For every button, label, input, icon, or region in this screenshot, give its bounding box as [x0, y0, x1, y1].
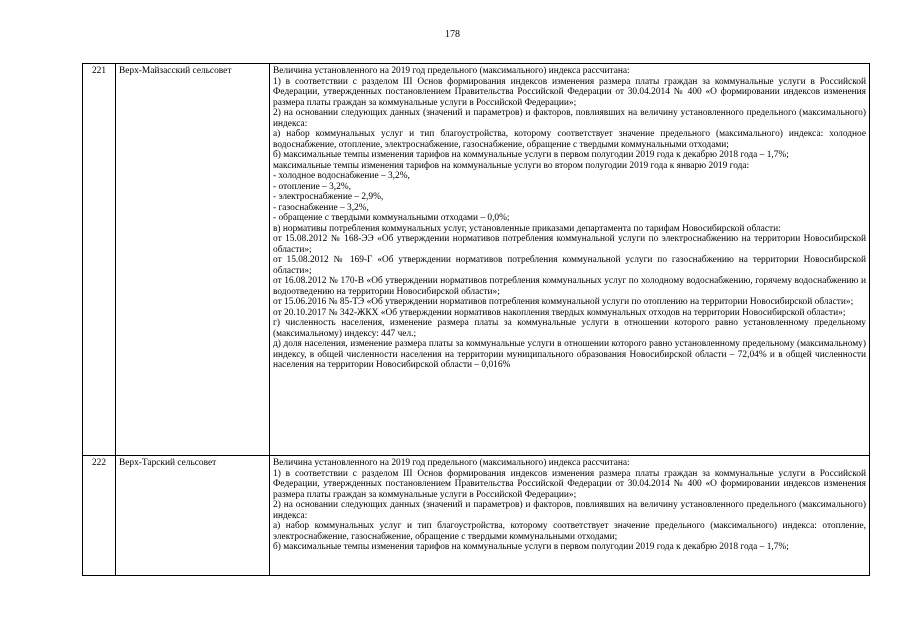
content-line: д) доля населения, изменение размера платы за коммунальные услуги в отношении которого равно установленному предельному (максимальному) индексу, в общей численности населения на территории муниципального образования Новосибирской области – 72,04% и в общей численности населения на территории Новосибирской области – 0,016%: [273, 339, 866, 370]
content-line: 1) в соответствии с разделом III Основ формирования индексов изменения размера платы граждан за коммунальные услуги в Российской Федерации, утвержденных постановлением Правительства Российской Федерации от 30.04.2014 № 400 «О формировании индексов изменения размера платы граждан за коммунальные услуги в Российской Федерации»;: [273, 468, 866, 500]
row-number: 221: [83, 64, 116, 456]
content-line: - обращение с твердыми коммунальными отходами – 0,0%;: [273, 213, 510, 223]
row-number: 222: [83, 456, 116, 576]
index-table: [82, 63, 870, 576]
content-line: г) численность населения, изменение размера платы за коммунальные услуги в отношении которого равно установленному предельному (максимальному) индексу: 447 чел.;: [273, 318, 866, 339]
content-line: Величина установленного на 2019 год предельного (максимального) индекса рассчитана:: [273, 458, 630, 468]
table-row: [83, 456, 870, 576]
content-line: а) набор коммунальных услуг и тип благоустройства, которому соответствует значение предельного (максимального) индекса: отопление, электроснабжение, газоснабжение, обращение с твердыми коммунальными отходами;: [273, 521, 866, 542]
content-line: б) максимальные темпы изменения тарифов на коммунальные услуги в первом полугодии 2019 года к декабрю 2018 года – 1,7%;: [273, 542, 789, 552]
content-line: а) набор коммунальных услуг и тип благоустройства, которому соответствует значение предельного (максимального) индекса: холодное водоснабжение, отопление, электроснабжение, газоснабжение, обращение с твердыми коммунальными отходами;: [273, 129, 866, 150]
content-line: - газоснабжение – 3,2%,: [273, 202, 369, 213]
page-number: 178: [445, 29, 460, 40]
content-line: максимальные темпы изменения тарифов на коммунальные услуги во втором полугодии 2019 года к январю 2019 года:: [273, 160, 750, 171]
content-line: от 20.10.2017 № 342-ЖКХ «Об утверждении нормативов накопления твердых коммунальных отходов на территории Новосибирской области»;: [273, 307, 846, 318]
municipality-name: Верх-Тарский сельсовет: [116, 456, 270, 576]
row-content: [270, 64, 870, 456]
content-line: 1) в соответствии с разделом III Основ формирования индексов изменения размера платы граждан за коммунальные услуги в Российской Федерации, утвержденных постановлением Правительства Российской Федерации от 30.04.2014 № 400 «О формировании индексов изменения размера платы граждан за коммунальные услуги в Российской Федерации»;: [273, 76, 866, 108]
content-line: 2) на основании следующих данных (значений и параметров) и факторов, повлиявших на величину установленного предельного (максимального) индекса:: [273, 500, 866, 521]
row-content: [270, 456, 870, 576]
content-line: от 15.06.2016 № 85-ТЭ «Об утверждении нормативов потребления коммунальной услуги по отоплению на территории Новосибирской области»;: [273, 297, 854, 307]
content-line: от 16.08.2012 № 170-В «Об утверждении нормативов потребления коммунальных услуг по холодному водоснабжению, горячему водоснабжению и водоотведению на территории Новосибирской области»;: [273, 276, 866, 297]
content-line: 2) на основании следующих данных (значений и параметров) и факторов, повлиявших на величину установленного предельного (максимального) индекса:: [273, 108, 866, 129]
content-line: в) нормативы потребления коммунальных услуг, установленные приказами департамента по тарифам Новосибирской области:: [273, 223, 781, 234]
municipality-name: Верх-Майзасский сельсовет: [116, 64, 270, 456]
content-line: Величина установленного на 2019 год предельного (максимального) индекса рассчитана:: [273, 66, 630, 76]
table-row: [83, 64, 870, 456]
content-line: от 15.08.2012 № 168-ЭЭ «Об утверждении нормативов потребления коммунальной услуги по электроснабжению на территории Новосибирской области»;: [273, 234, 866, 255]
content-line: - отопление – 3,2%,: [273, 181, 351, 192]
content-line: - электроснабжение – 2,9%,: [273, 192, 384, 202]
content-line: б) максимальные темпы изменения тарифов на коммунальные услуги в первом полугодии 2019 года к декабрю 2018 года – 1,7%;: [273, 150, 789, 160]
content-line: от 15.08.2012 № 169-Г «Об утверждении нормативов потребления коммунальной услуги по газоснабжению на территории Новосибирской области»;: [273, 255, 866, 276]
content-line: - холодное водоснабжение – 3,2%,: [273, 171, 410, 181]
